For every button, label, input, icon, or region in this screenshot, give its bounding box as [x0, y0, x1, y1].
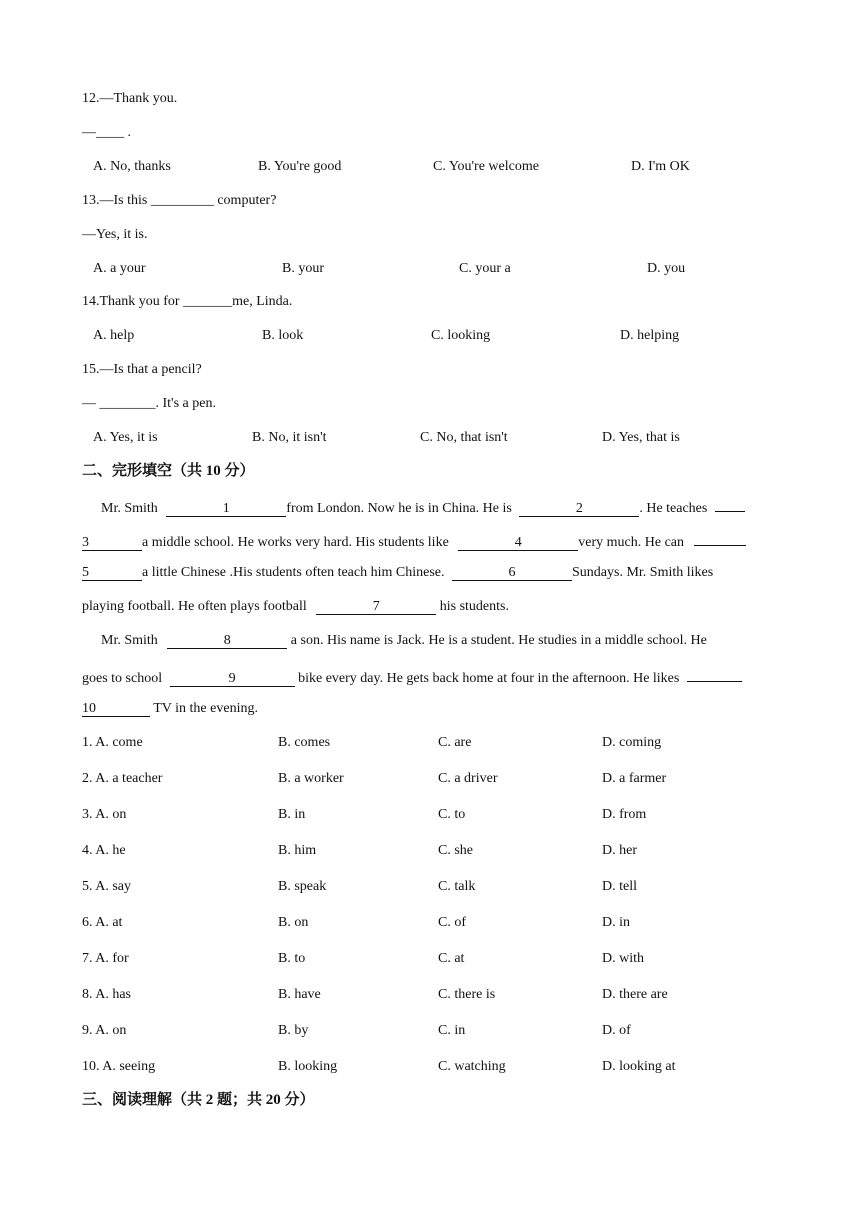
- cloze-q4-option-a: 4. A. he: [82, 843, 126, 858]
- blank-3-start: [715, 496, 745, 512]
- q15-option-c: C. No, that isn't: [420, 430, 508, 445]
- q13-option-b: B. your: [282, 261, 324, 276]
- cloze-q1-option-b: B. comes: [278, 735, 331, 750]
- blank-5: 5: [82, 565, 142, 581]
- passage-text: from London. Now he is in China. He is: [286, 501, 516, 516]
- cloze-q8-option-d: D. there are: [602, 987, 668, 1002]
- passage-line: [82, 666, 742, 688]
- cloze-q4-option-b: B. him: [278, 843, 317, 858]
- cloze-q5-option-c: C. talk: [438, 879, 476, 894]
- question-15-reply: — ________. It's a pen.: [82, 396, 216, 411]
- passage-text: goes to school: [82, 671, 166, 686]
- blank-9: 9: [170, 671, 295, 687]
- q15-option-b: B. No, it isn't: [252, 430, 327, 445]
- cloze-q4-option-d: D. her: [602, 843, 637, 858]
- cloze-q2-option-c: C. a driver: [438, 771, 498, 786]
- passage-line: [82, 700, 258, 718]
- q15-option-d: D. Yes, that is: [602, 430, 680, 445]
- passage-text: very much. He can: [578, 535, 688, 550]
- cloze-q2-option-d: D. a farmer: [602, 771, 667, 786]
- passage-line: [101, 496, 745, 518]
- passage-text: Sundays. Mr. Smith likes: [572, 565, 714, 580]
- blank-1: 1: [166, 501, 286, 517]
- passage-text: . He teaches: [639, 501, 711, 516]
- cloze-q3-option-d: D. from: [602, 807, 647, 822]
- question-13-stem: 13.—Is this _________ computer?: [82, 193, 277, 208]
- cloze-q10-option-d: D. looking at: [602, 1059, 676, 1074]
- cloze-q6-option-c: C. of: [438, 915, 466, 930]
- blank-2: 2: [519, 501, 639, 517]
- cloze-q7-option-a: 7. A. for: [82, 951, 129, 966]
- q14-option-d: D. helping: [620, 328, 680, 343]
- cloze-q5-option-d: D. tell: [602, 879, 637, 894]
- passage-text: a middle school. He works very hard. His students like: [142, 535, 453, 550]
- cloze-q1-option-c: C. are: [438, 735, 472, 750]
- cloze-q10-option-a: 10. A. seeing: [82, 1059, 156, 1074]
- cloze-q9-option-a: 9. A. on: [82, 1023, 127, 1038]
- q12-option-a: A. No, thanks: [93, 159, 171, 174]
- passage-text: bike every day. He gets back home at four in the afternoon. He likes: [294, 671, 683, 686]
- q13-option-a: A. a your: [93, 261, 146, 276]
- cloze-q8-option-c: C. there is: [438, 987, 496, 1002]
- cloze-q4-option-c: C. she: [438, 843, 473, 858]
- blank-3: 3: [82, 535, 142, 551]
- q12-option-d: D. I'm OK: [631, 159, 690, 174]
- cloze-q8-option-b: B. have: [278, 987, 321, 1002]
- cloze-q7-option-d: D. with: [602, 951, 644, 966]
- cloze-q7-option-b: B. to: [278, 951, 306, 966]
- passage-text: his students.: [436, 599, 509, 614]
- question-12-stem: 12.—Thank you.: [82, 91, 178, 106]
- cloze-q2-option-b: B. a worker: [278, 771, 344, 786]
- q13-option-d: D. you: [647, 261, 686, 276]
- cloze-q3-option-a: 3. A. on: [82, 807, 127, 822]
- passage-text: playing football. He often plays football: [82, 599, 311, 614]
- cloze-q10-option-c: C. watching: [438, 1059, 506, 1074]
- blank-10: 10: [82, 701, 150, 717]
- section-2-heading: 二、完形填空（共 10 分）: [82, 463, 255, 479]
- q12-option-b: B. You're good: [258, 159, 342, 174]
- cloze-q5-option-a: 5. A. say: [82, 879, 131, 894]
- cloze-q1-option-d: D. coming: [602, 735, 662, 750]
- cloze-q9-option-b: B. by: [278, 1023, 309, 1038]
- passage-text: a little Chinese .His students often teach him Chinese.: [142, 565, 448, 580]
- blank-6: 6: [452, 565, 572, 581]
- blank-8: 8: [167, 633, 287, 649]
- cloze-q3-option-b: B. in: [278, 807, 306, 822]
- passage-text: TV in the evening.: [150, 701, 258, 716]
- cloze-q5-option-b: B. speak: [278, 879, 327, 894]
- blank-4: 4: [458, 535, 578, 551]
- q12-option-c: C. You're welcome: [433, 159, 539, 174]
- q14-option-b: B. look: [262, 328, 304, 343]
- q13-option-c: C. your a: [459, 261, 511, 276]
- cloze-q10-option-b: B. looking: [278, 1059, 338, 1074]
- question-14-stem: 14.Thank you for _______me, Linda.: [82, 294, 293, 309]
- cloze-q2-option-a: 2. A. a teacher: [82, 771, 163, 786]
- q14-option-c: C. looking: [431, 328, 491, 343]
- cloze-q9-option-c: C. in: [438, 1023, 466, 1038]
- blank-7: 7: [316, 599, 436, 615]
- blank-5-start: [694, 530, 746, 546]
- cloze-q6-option-a: 6. A. at: [82, 915, 123, 930]
- cloze-q6-option-d: D. in: [602, 915, 630, 930]
- cloze-q3-option-c: C. to: [438, 807, 466, 822]
- cloze-q7-option-c: C. at: [438, 951, 465, 966]
- q14-option-a: A. help: [93, 328, 135, 343]
- passage-line: [82, 598, 509, 616]
- question-13-reply: —Yes, it is.: [82, 227, 148, 242]
- question-15-stem: 15.—Is that a pencil?: [82, 362, 202, 377]
- cloze-q1-option-a: 1. A. come: [82, 735, 143, 750]
- passage-text: a son. His name is Jack. He is a student. He studies in a middle school. He: [287, 633, 707, 648]
- passage-line: [101, 632, 707, 650]
- blank-10-start: [687, 666, 742, 682]
- cloze-q9-option-d: D. of: [602, 1023, 631, 1038]
- cloze-q8-option-a: 8. A. has: [82, 987, 131, 1002]
- passage-line: [82, 564, 713, 582]
- q15-option-a: A. Yes, it is: [93, 430, 158, 445]
- passage-line: [82, 530, 746, 552]
- passage-text: Mr. Smith: [101, 501, 162, 516]
- passage-text: Mr. Smith: [101, 633, 162, 648]
- cloze-q6-option-b: B. on: [278, 915, 309, 930]
- question-12-reply: —____ .: [82, 125, 131, 140]
- section-3-heading: 三、阅读理解（共 2 题；共 20 分）: [82, 1092, 315, 1108]
